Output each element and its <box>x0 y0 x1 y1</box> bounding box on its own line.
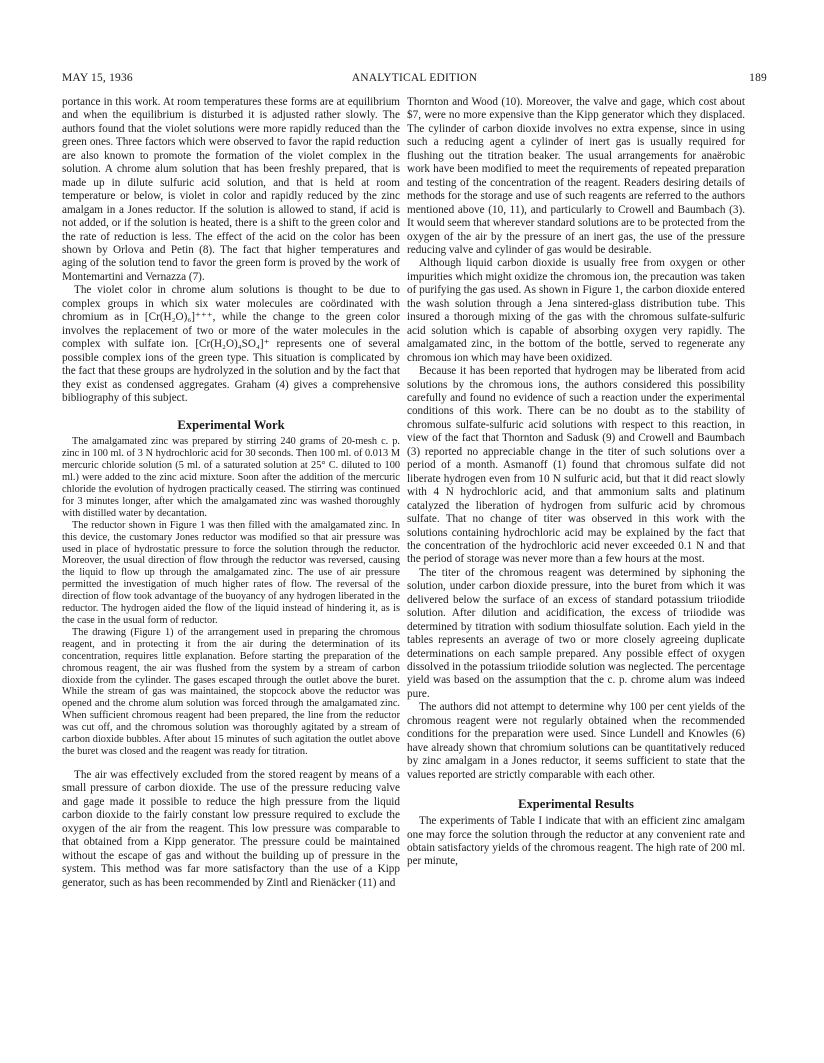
paragraph-small: The drawing (Figure 1) of the arrangement used in preparing the chromous reagent, and in protecting it from the air during the determination of its concentration, requires little explanation. Before starting the preparation of the chromous reagent, the air was flushed from the system by a stream of carbon dioxide from the cylinder. The gases escaped through the outlet above the buret. While the stream of gas was maintained, the stopcock above the reductor was opened and the chrome alum solution was forced through the amalgamated zinc. When sufficient chromous reagent had been prepared, the line from the reductor was cut off, and the chromous solution was thoroughly agitated by a stream of carbon dioxide bubbles. After about 15 minutes of such agitation the outlet above the buret was closed and the reagent was ready for titration. <box>62 626 400 757</box>
header-page-number: 189 <box>749 72 767 84</box>
paragraph: The experiments of Table I indicate that with an efficient zinc amalgam one may force the solution through the reductor at any convenient rate and obtain satisfactory yields of the chromous reagent. The high rate of 200 ml. per minute, <box>407 815 745 868</box>
paragraph: The air was effectively excluded from the stored reagent by means of a small pressure of carbon dioxide. The use of the pressure reducing valve and gage made it possible to reduce the high pressure from the liquid carbon dioxide to the fairly constant low pressure required to exclude the oxygen of the air from the reagent. This low pressure was comparable to that obtained from a Kipp generator. The pressure could be maintained without the escape of gas and without the building up of pressure in the system. This method was far more satisfactory than the use of a Kipp generator, such as has been recommended by Zintl and Rienäcker (11) and <box>62 768 400 889</box>
header-journal-title: ANALYTICAL EDITION <box>351 72 478 84</box>
paragraph: Because it has been reported that hydrogen may be liberated from acid solutions by the chromous ions, the authors considered this possibility carefully and found no evidence of such a reaction under the experimental conditions of this work. There can be no doubt as to the stability of chromous sulfate-sulfuric acid solutions with respect to this reaction, in view of the fact that Thornton and Sadusk (9) and Crowell and Baumbach (3) reported no appreciable change in the titer of such solutions over a period of a month. Asmanoff (1) found that chromous sulfate did not liberate hydrogen even from 10 N sulfuric acid, but that it did react slowly with 4 N hydrochloric acid, and that ammonium salts and platinum catalyzed the liberation of hydrogen from sulfuric acid by chromous sulfate. That no change of titer was observed in this work with the solutions containing hydrochloric acid may be explained by the fact that the concentration of the hydrochloric acid never exceeded 0.1 N and that the period of storage was never more than a few hours at the most. <box>407 365 745 566</box>
paragraph: Thornton and Wood (10). Moreover, the valve and gage, which cost about $7, were no more expensive than the Kipp generator which they displaced. The cylinder of carbon dioxide involves no extra expense, since in using such a reducing agent a cylinder of inert gas is usually required for flushing out the titration beaker. The usual arrangements for anaërobic work have been modified to meet the requirements of repeated preparation and testing of the concentration of the reagent. Readers desiring details of methods for the storage and use of such reagents are referred to the authors mentioned above (10, 11), and particularly to Crowell and Baumbach (3). It would seem that wherever standard solutions are to be protected from the oxygen of the air by the pressure of an inert gas, the use of the pressure reducing valve and cylinder of gas would be desirable. <box>407 96 746 256</box>
section-heading-experimental-results: Experimental Results <box>518 797 634 812</box>
paragraph: portance in this work. At room temperatures these forms are at equilibrium and when the equilibrium is disturbed it is adjusted rather slowly. The authors found that the violet solutions were more rapidly reduced than the green ones. Three factors which were observed to favor the rapid reduction are also known to promote the formation of the violet complex in the solution. A chrome alum solution that has been freshly prepared, that is made up in dilute sulfuric acid solution, and that is held at room temperature or below, is violet in color and rapidly reduced by the zinc amalgam in a Jones reductor. If the solution is allowed to stand, if acid is not added, or if the solution is heated, there is a shift to the green color and the rate of reduction is less. The effect of the acid on the color has been shown by Orlova and Petin (8). The fact that higher temperatures and aging of the solution tend to favor the green form is proved by the work of Montemartini and Vernazza (7). <box>62 96 400 283</box>
left-column <box>62 96 400 890</box>
paragraph: The violet color in chrome alum solutions is thought to be due to complex groups in which six water molecules are coördinated with chromium as in [Cr(H₂O)₆]⁺⁺⁺, while the change to the green color involves the replacement of two or more of the water molecules in the complex with sulfate ion. [Cr(H₂O)₄SO₄]⁺ represents one of several possible complex ions of the green type. This situation is complicated by the fact that these groups are hydrolyzed in the solution and by the fact that they exist as condensed aggregates. Graham (4) gives a comprehensive bibliography of this subject. <box>62 284 400 404</box>
paragraph: The titer of the chromous reagent was determined by siphoning the solution, under carbon dioxide pressure, into the buret from which it was delivered below the surface of an excess of standard potassium triiodide solution. After dilution and acidification, the excess of triiodide was determined by titration with sodium thiosulfate solution. Each yield in the tables represents an average of two or more closely agreeing duplicate determinations on each sample prepared. Any possible effect of oxygen dissolved in the potassium triiodide solution was neglected. The percentage yield was based on the assumption that the c. p. chrome alum was indeed pure. <box>407 566 745 700</box>
header-date: MAY 15, 1936 <box>62 72 133 84</box>
paragraph-small: The amalgamated zinc was prepared by stirring 240 grams of 20-mesh c. p. zinc in 100 ml. of 3 N hydrochloric acid for 30 seconds. Then 100 ml. of 0.013 M mercuric chloride solution (5 ml. of a saturated solution at 25° C. diluted to 100 ml.) were added to the zinc acid mixture. Soon after the addition of the mercuric chloride the evolution of hydrogen practically ceased. The stirring was continued for 3 minutes longer, after which the amalgamated zinc was washed thoroughly with distilled water by decantation. <box>62 436 400 519</box>
paragraph: Although liquid carbon dioxide is usually free from oxygen or other impurities which might oxidize the chromous ion, the precaution was taken of purifying the gas used. As shown in Figure 1, the carbon dioxide entered the wash solution through a Jena sintered-glass distribution tube. This insured a thorough mixing of the gas with the chromous sulfate-sulfuric acid solution which is capable of absorbing oxygen very rapidly. The amalgamated zinc, in the bottom of the bottle, served to regenerate any chromous ion which may have been oxidized. <box>407 257 745 364</box>
paragraph-small: The reductor shown in Figure 1 was then filled with the amalgamated zinc. In this device, the customary Jones reductor was modified so that air pressure was used in place of hydrostatic pressure to force the solution through the reductor. Moreover, the usual direction of flow through the reductor was reversed, causing the liquid to flow up through the amalgamated zinc. The use of air pressure permitted the investigation of much higher rates of flow. The reversal of the direction of flow took advantage of the buoyancy of any hydrogen liberated in the reductor. The hydrogen aided the flow of the liquid instead of hindering it, as is the case in the usual form of reductor. <box>62 519 400 627</box>
section-heading-experimental-work: Experimental Work <box>177 418 285 433</box>
right-column <box>407 96 745 869</box>
paragraph: The authors did not attempt to determine why 100 per cent yields of the chromous reagent were not regularly obtained when the recommended conditions for the preparation were used. Since Lundell and Knowles (6) have already shown that chromium solutions can be quantitatively reduced by zinc amalgam in a Jones reductor, it seems sufficient to state that the values reported are strictly comparable with each other. <box>407 701 745 781</box>
running-header <box>62 72 767 88</box>
